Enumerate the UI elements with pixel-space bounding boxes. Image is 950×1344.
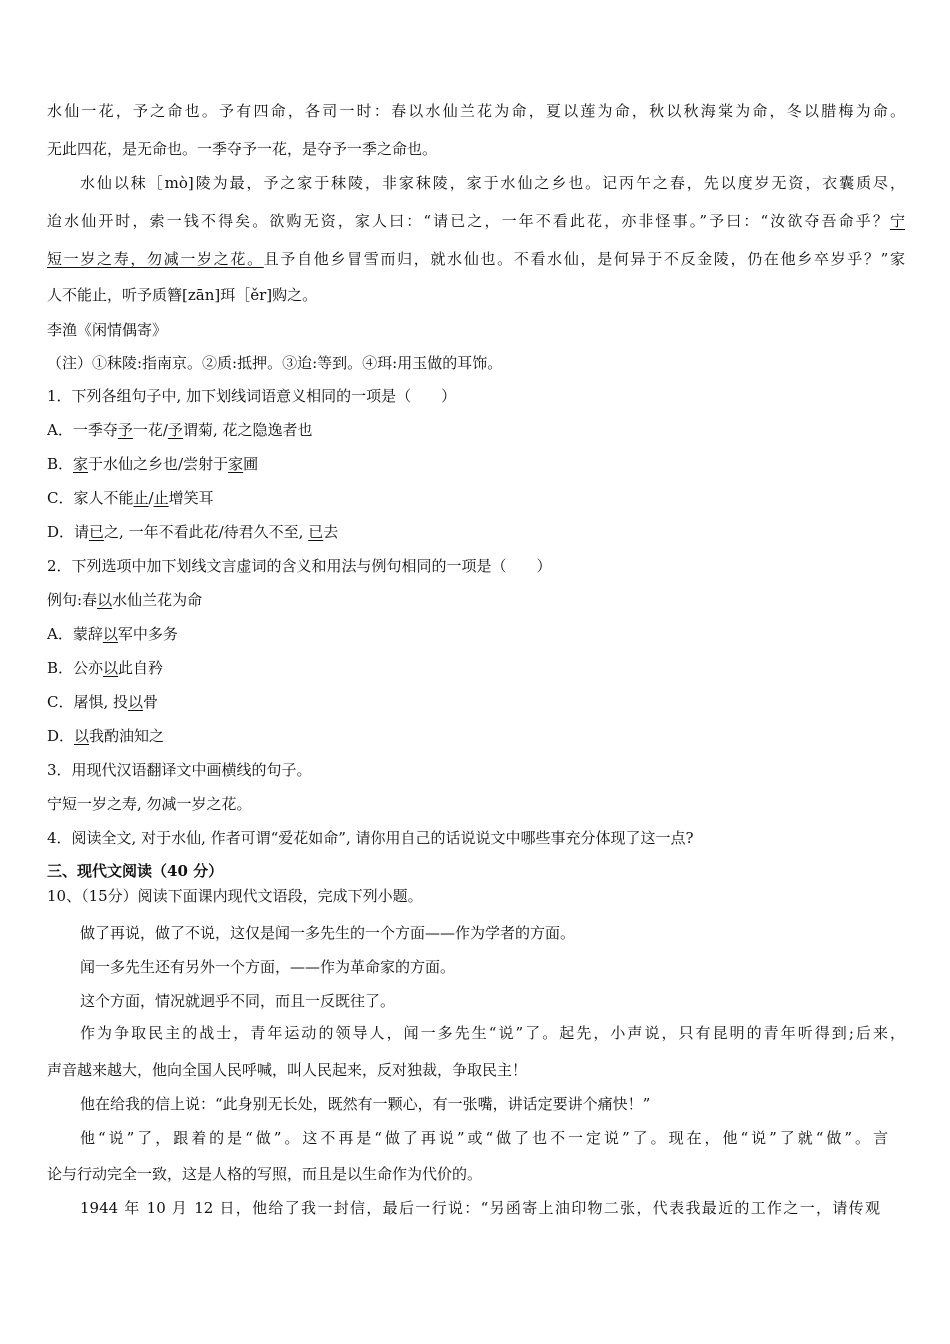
question-4-stem: 4．阅读全文, 对于水仙, 作者可谓“爱花如命”, 请你用自己的话说说文中哪些事充分体现了这一点?: [47, 829, 694, 847]
question-1-option-a: A．一季夺予一花/予谓菊, 花之隐逸者也: [47, 421, 313, 439]
question-2-stem: 2．下列选项中加下划线文言虚词的含义和用法与例句相同的一项是（ ）: [47, 557, 552, 575]
question-2-option-c: C．屠惧, 投以骨: [47, 693, 159, 711]
question-1-stem: 1．下列各组句子中, 加下划线词语意义相同的一项是（ ）: [47, 387, 457, 405]
passage2-para3: 这个方面，情况就迥乎不同，而且一反既往了。: [80, 992, 396, 1010]
passage2-para6-line2: 论与行动完全一致，这是人格的写照，而且是以生命作为代价的。: [47, 1165, 483, 1183]
underlined-sentence-part2: 短一岁之寿，勿减一岁之花。: [47, 250, 264, 268]
question-2-option-d: D．以我酌油知之: [47, 727, 165, 745]
section-3-heading: 三、现代文阅读（40 分）: [47, 862, 224, 880]
passage2-para4-line1: 作为争取民主的战士，青年运动的领导人，闻一多先生“说”了。起先，小声说，只有昆明的青年听得到;后来，: [80, 1024, 905, 1042]
passage2-para7-line1: 1944 年 10 月 12 日，他给了我一封信，最后一行说：“另函寄上油印物二张，代表我最近的工作之一，请传观: [80, 1199, 880, 1217]
question-2-option-b: B．公亦以此自矜: [47, 659, 164, 677]
passage1-para2-line3: 短一岁之寿，勿减一岁之花。且予自他乡冒雪而归，就水仙也。不看水仙，是何异于不反金陵，仍在他乡卒岁乎？”家: [47, 250, 905, 268]
passage1-source: 李渔《闲情偶寄》: [47, 321, 168, 339]
question-1-option-b: B．家于水仙之乡也/尝射于家圃: [47, 455, 259, 473]
passage1-para1-line2: 无此四花，是无命也。一季夺予一花，是夺予一季之命也。: [47, 140, 438, 158]
passage1-para2-line2: 迨水仙开时，索一钱不得矣。欲购无资，家人曰：“请已之，一年不看此花，亦非怪事。”予曰：“汝欲夺吾命乎？宁: [47, 212, 905, 230]
passage2-para4-line2: 声音越来越大，他向全国人民呼喊，叫人民起来，反对独裁，争取民主！: [47, 1061, 528, 1079]
passage2-para2: 闻一多先生还有另外一个方面，——作为革命家的方面。: [80, 958, 456, 976]
question-1-option-d: D．请已之, 一年不看此花/待君久不至, 已去: [47, 523, 339, 541]
question-2-option-a: A．蒙辞以军中多务: [47, 625, 178, 643]
underlined-sentence-part1: 宁: [889, 212, 905, 230]
passage2-para1: 做了再说，做了不说，这仅是闻一多先生的一个方面——作为学者的方面。: [80, 924, 576, 942]
passage1-para2-line1: 水仙以秣［mò]陵为最，予之家于秣陵，非家秣陵，家于水仙之乡也。记丙午之春，先以度岁无资，衣囊质尽，: [80, 174, 905, 192]
question-2-example: 例句:春以水仙兰花为命: [47, 591, 203, 609]
passage1-para2-line4: 人不能止，听予质簪[zān]珥［ěr]购之。: [47, 286, 318, 304]
question-1-option-c: C．家人不能止/止增笑耳: [47, 489, 214, 507]
question-3-stem: 3．用现代汉语翻译文中画横线的句子。: [47, 761, 312, 779]
passage1-notes: （注）①秣陵:指南京。②质:抵押。③迨:等到。④珥:用玉做的耳饰。: [47, 354, 503, 372]
question-10-stem: 10、（15分）阅读下面课内现代文语段，完成下列小题。: [47, 887, 423, 905]
passage2-para5: 他在给我的信上说：“此身别无长处，既然有一颗心，有一张嘴，讲话定要讲个痛快！”: [80, 1095, 651, 1113]
passage2-para6-line1: 他“说”了，跟着的是“做”。这不再是“做了再说”或“做了也不一定说”了。现在，他“说”了就“做”。言: [80, 1129, 888, 1147]
passage1-para1-line1: 水仙一花，予之命也。予有四命，各司一时：春以水仙兰花为命，夏以莲为命，秋以秋海棠为命，冬以腊梅为命。: [47, 102, 905, 120]
question-3-sentence: 宁短一岁之寿, 勿减一岁之花。: [47, 795, 252, 813]
